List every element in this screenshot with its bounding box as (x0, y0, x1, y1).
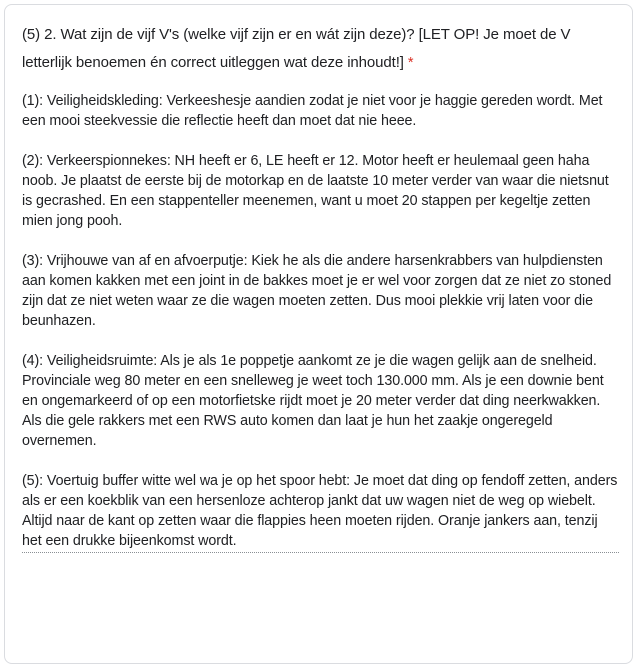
question-title-text: (5) 2. Wat zijn de vijf V's (welke vijf zijn er en wát zijn deze)? [LET OP! Je moet de V letterlijk benoemen én correct uitleggen wat deze inhoudt!] (22, 26, 571, 71)
answer-paragraph-1: (1): Veiligheidskleding: Verkeeshesje aandien zodat je niet voor je haggie gereden wordt. Met een mooi steekvessie die reflectie heeft dan moet dat nie heee. (22, 93, 603, 129)
answer-paragraph-4: (4): Veiligheidsruimte: Als je als 1e poppetje aankomt ze je die wagen gelijk aan de snelheid. Provinciale weg 80 meter en een snelleweg je weet toch 130.000 mm. Als je een downie bent en ongemarkeerd of op een motorfietske rijdt moet je 20 meter verder dat ding neerkwakken. Als die gele rakkers met een RWS auto komen dan laat je hun het zaakje ongeregeld overnemen. (22, 353, 604, 449)
answer-paragraph-5: (5): Voertuig buffer witte wel wa je op het spoor hebt: Je moet dat ding op fendoff zetten, anders als er een koekblik van een hersenloze achterop jankt dat uw wagen niet de weg op wiebelt. Altijd naar de kant op zetten waar die flappies heen moeten rijden. Oranje jankers aan, tenzij het een drukke bijeenkomst wordt. (22, 473, 618, 549)
answer-paragraph-2: (2): Verkeerspionnekes: NH heeft er 6, LE heeft er 12. Motor heeft er heulemaal geen haha noob. Je plaatst de eerste bij de motorkap en de laatste 10 meter verder van waar die nietsnut is gecrashed. En een stappenteller meenemen, want u moet 20 stappen per kegeltje zetten mien jong pooh. (22, 153, 609, 229)
question-card-content (5, 5, 632, 553)
answer-underline (22, 552, 619, 553)
question-title (22, 21, 618, 77)
answer-paragraph-3: (3): Vrijhouwe van af en afvoerputje: Kiek he als die andere harsenkrabbers van hulpdiensten aan komen kakken met een joint in de bakkes moet je er wel voor zorgen dat ze niet zo stoned zijn dat ze niet weten waar ze die wagen moeten zetten. Dus mooi plekkie vrij laten voor die beunhazen. (22, 253, 612, 329)
required-asterisk: * (407, 55, 414, 71)
question-card (4, 4, 633, 664)
answer-text (22, 91, 619, 553)
